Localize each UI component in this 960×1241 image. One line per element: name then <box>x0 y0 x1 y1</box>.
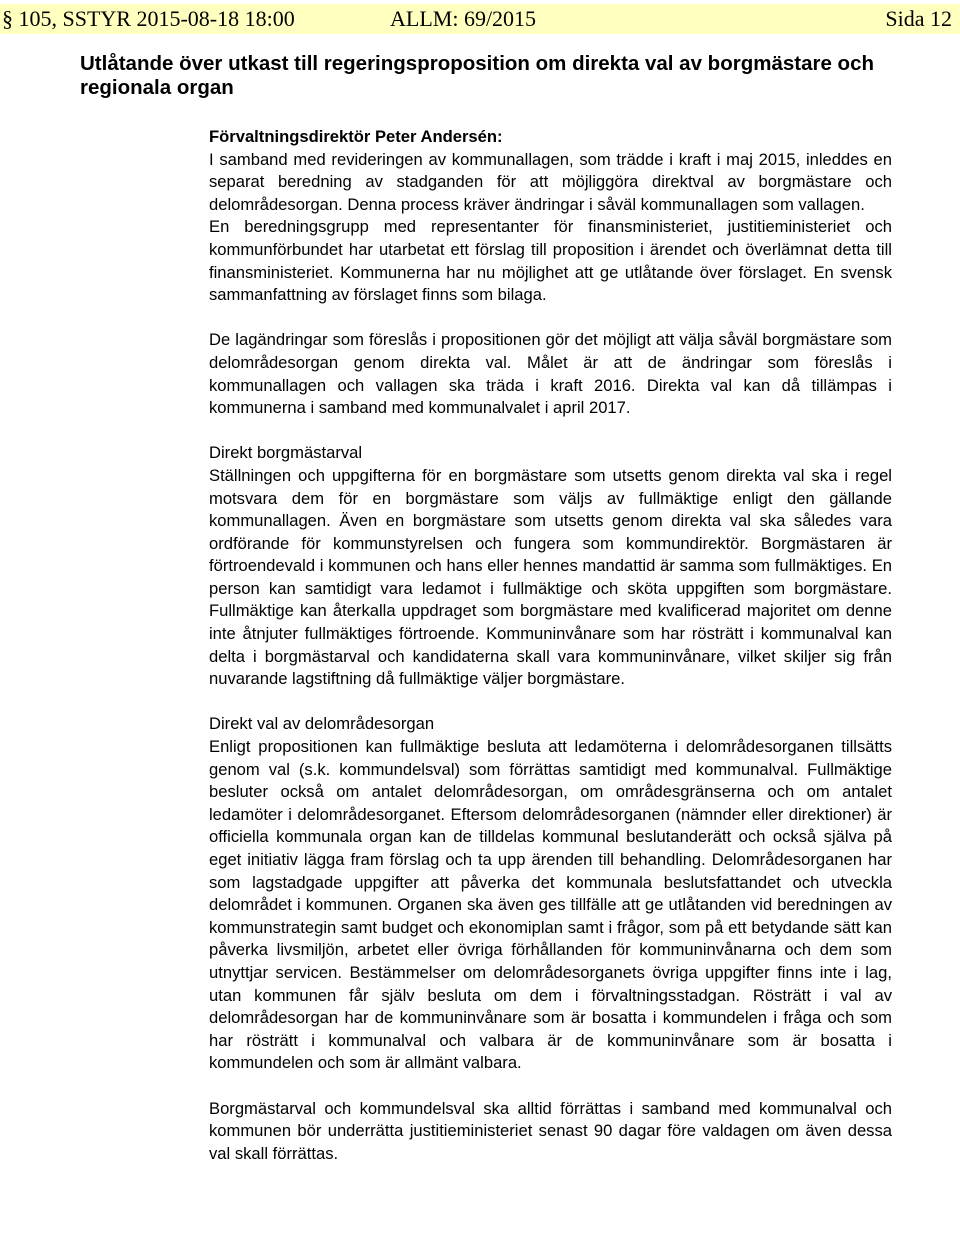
document-body <box>209 126 892 1165</box>
speaker-name: Förvaltningsdirektör Peter Andersén: <box>209 127 503 146</box>
page-number: Sida 12 <box>885 6 952 31</box>
section-heading-district-bodies: Direkt val av delområdesorgan <box>209 714 435 734</box>
paragraph-law-changes: De lagändringar som föreslås i propositionen gör det möjligt att välja såväl borgmästare som delområdesorgan genom direkta val. Målet är att de ändringar som föreslås i kommunallagen och vallagen ska träda i kraft 2016. Direkta val kan då tillämpas i kommunerna i samband med kommunalvalet i april 2017. <box>209 330 892 418</box>
meeting-number: ALLM: 69/2015 <box>390 6 537 31</box>
section-reference: § 105, SSTYR 2015-08-18 18:00 <box>2 6 295 31</box>
page-header <box>0 4 960 34</box>
paragraph-working-group: En beredningsgrupp med representanter för finansministeriet, justitieministeriet och kommunförbundet har utarbetat ett förslag till proposition i ärendet och överlämnat detta till finansministeriet. Kommunerna har nu möjlighet att ge utlåtande över förslaget. En svensk sammanfattning av förslaget finns som bilaga. <box>209 217 892 305</box>
paragraph-mayor-election: Ställningen och uppgifterna för en borgmästare som utsetts genom direkta val ska i regel motsvara dem för en borgmästare som väljs av fullmäktige enligt den gällande kommunallagen. Även en borgmästare som utsetts genom direkta val ska således vara ordförande för kommunstyrelsen och fungera som kommundirektör. Borgmästaren är förtroendevald i kommunen och hans eller hennes mandattid är samma som fullmäktiges. En person kan samtidigt vara ledamot i fullmäktige och sköta uppgiften som borgmästare. Fullmäktige kan återkalla uppdraget som borgmästare med kvalificerad majoritet om denne inte åtnjuter fullmäktiges förtroende. Kommuninvånare som har rösträtt i kommunalval kan delta i borgmästarval och kandidaterna skall vara kommuninvånare, vilket skiljer sig från nuvarande lagstiftning då fullmäktige väljer borgmästare. <box>209 465 892 689</box>
paragraph-election-timing: Borgmästarval och kommundelsval ska alltid förrättas i samband med kommunalval och kommunen bör underrätta justitieministeriet senast 90 dagar före valdagen om även dessa val skall förrättas. <box>209 1098 892 1163</box>
section-heading-mayor-election: Direkt borgmästarval <box>209 443 363 463</box>
document-title: Utlåtande över utkast till regeringsproposition om direkta val av borgmästare och regionala organ <box>80 52 875 99</box>
paragraph-district-bodies: Enligt propositionen kan fullmäktige besluta att ledamöterna i delområdesorganen tillsätts genom val (s.k. kommundelsval) som förrättas samtidigt med kommunalval. Fullmäktige besluter också om antalet delområdesorgan, om områdesgränserna och om antalet ledamöter i delområdesorganet. Eftersom delområdesorganen (nämnder eller direktioner) är officiella kommunala organ kan de tilldelas kommunal beslutanderätt och också själva på eget initiativ lägga fram förslag och ta upp ärenden till behandling. Delområdesorganen har som lagstadgade uppgifter att påverka det kommunala beslutsfattandet och utveckla delområdet i kommunen. Organen ska även ges tillfälle att ge utlåtanden vid beredningen av kommunstrategin samt budget och ekonomiplan samt i frågor, som på ett betydande sätt kan påverka livsmiljön, arbetet eller övriga förhållanden för kommuninvånarna och dem som utnyttjar servicen. Bestämmelser om delområdesorganets övriga uppgifter finns inte i lag, utan kommunen får själv besluta om dem i förvaltningsstadgan. Rösträtt i val av delområdesorgan har de kommuninvånare som är bosatta i kommundelen i fråga och som har rösträtt i kommunalval och valbara är de kommuninvånare som är bosatta i kommundelen och som är allmänt valbara. <box>209 737 892 1073</box>
paragraph-spacer <box>209 420 892 443</box>
paragraph-spacer <box>209 307 892 330</box>
paragraph-spacer <box>209 1075 892 1098</box>
paragraph-spacer <box>209 691 892 714</box>
paragraph-intro: I samband med revideringen av kommunallagen, som trädde i kraft i maj 2015, inleddes en separat beredning av stadganden för att möjliggöra direktval av borgmästare och delområdesorgan. Denna process kräver ändringar i såväl kommunallagen som vallagen. <box>209 149 892 214</box>
